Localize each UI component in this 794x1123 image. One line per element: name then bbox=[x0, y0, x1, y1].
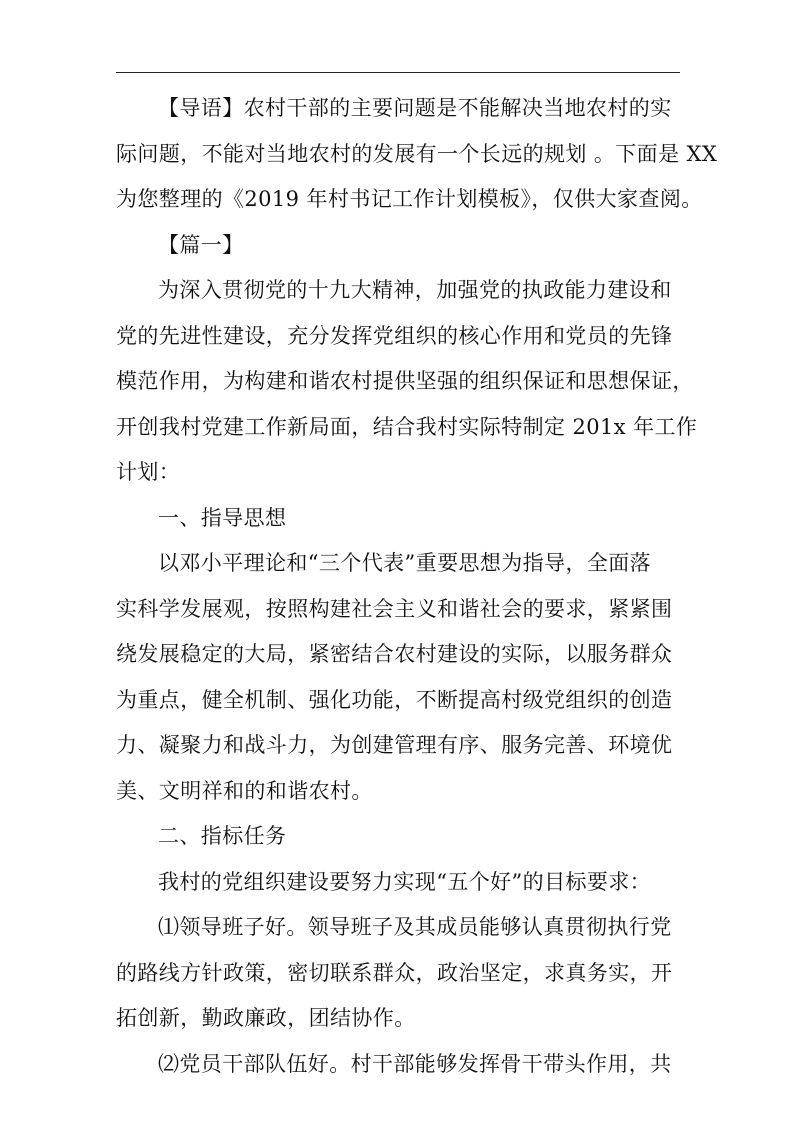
text-line: 【导语】农村干部的主要问题是不能解决当地农村的实 bbox=[158, 96, 672, 120]
heading-guiding-ideology bbox=[116, 506, 680, 530]
text-line: 实科学发展观，按照构建社会主义和谐社会的要求，紧紧围 bbox=[116, 596, 673, 621]
text-line: 【篇一】 bbox=[158, 232, 244, 257]
text-line: 力、凝聚力和战斗力，为创建管理有序、服务完善、环境优 bbox=[116, 733, 673, 757]
five-goods-paragraph bbox=[116, 870, 680, 894]
text-line: 我村的党组织建设要努力实现“五个好”的目标要求： bbox=[158, 869, 652, 894]
guiding-ideology-paragraph bbox=[116, 551, 680, 803]
text-line: ⑴领导班子好。领导班子及其成员能够认真贯彻执行党 bbox=[158, 915, 672, 939]
text-line: 绕发展稳定的大局，紧密结合农村建设的实际，以服务群众 bbox=[116, 642, 673, 666]
text-line: 计划： bbox=[116, 460, 181, 484]
text-line: 的路线方针政策，密切联系群众，政治坚定，求真务实，开 bbox=[116, 960, 673, 985]
item-2-paragraph bbox=[116, 1052, 680, 1076]
intro-paragraph bbox=[116, 96, 718, 211]
document-body bbox=[116, 96, 718, 1097]
heading-indicator-tasks bbox=[116, 824, 680, 848]
item-1-paragraph bbox=[116, 915, 680, 1030]
text-line: 为深入贯彻党的十九大精神，加强党的执政能力建设和 bbox=[158, 278, 672, 302]
text-line: 二、指标任务 bbox=[158, 824, 287, 848]
text-line: 模范作用，为构建和谐农村提供坚强的组织保证和思想保证， bbox=[116, 369, 694, 393]
text-line: 一、指导思想 bbox=[158, 505, 287, 530]
text-line: 际问题，不能对当地农村的发展有一个长远的规划 。下面是 XX bbox=[116, 141, 718, 166]
section-heading-part-one bbox=[116, 233, 680, 257]
opening-paragraph bbox=[116, 278, 698, 484]
text-line: 党的先进性建设，充分发挥党组织的核心作用和党员的先锋 bbox=[116, 323, 673, 348]
text-line: 为您整理的《2019 年村书记工作计划模板》，仅供大家查阅。 bbox=[116, 187, 703, 211]
text-line: 开创我村党建工作新局面，结合我村实际特制定 201x 年工作 bbox=[116, 414, 698, 439]
text-line: 为重点，健全机制、强化功能，不断提高村级党组织的创造 bbox=[116, 687, 673, 712]
text-line: 以邓小平理论和“三个代表”重要思想为指导，全面落 bbox=[158, 551, 652, 575]
header-rule bbox=[116, 72, 680, 73]
text-line: 拓创新，勤政廉政，团结协作。 bbox=[116, 1006, 416, 1030]
text-line: ⑵党员干部队伍好。村干部能够发挥骨干带头作用，共 bbox=[158, 1051, 672, 1076]
text-line: 美、文明祥和的和谐农村。 bbox=[116, 778, 373, 803]
